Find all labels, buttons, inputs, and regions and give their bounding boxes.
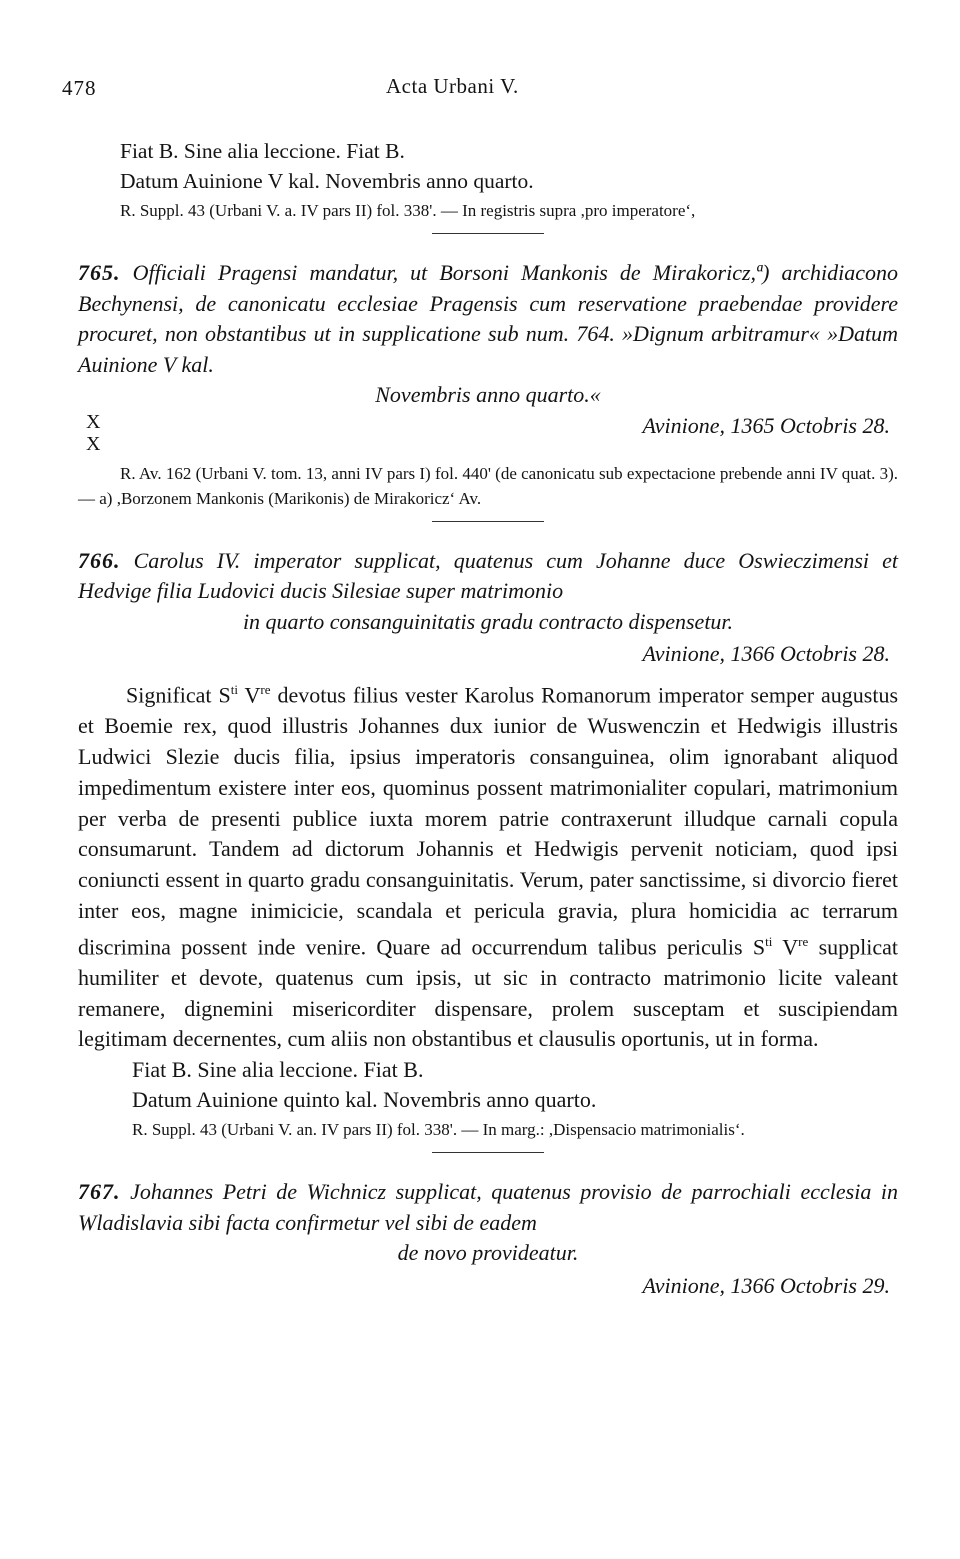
entry-765-summary	[78, 258, 898, 380]
sup-vre-2: re	[798, 933, 809, 949]
entry-766-fiat: Fiat B. Sine alia leccione. Fiat B.	[132, 1057, 424, 1083]
entry-766-footnote: R. Suppl. 43 (Urbani V. an. IV pars II) fol. 338'. — In marg.: ,Dispensacio matrimonialis‘.	[132, 1120, 745, 1140]
entry-765-footnote: R. Av. 162 (Urbani V. tom. 13, anni IV pars I) fol. 440' (de canonicatu sub expectacione prebende anni IV quat. 3). — a) ,Borzonem Mankonis (Marikonis) de Mirakoricz‘ Av.	[78, 463, 898, 508]
entry-767-summary-end: de novo provideatur.	[397, 1240, 579, 1266]
entry-767	[78, 1177, 898, 1299]
entry-765	[78, 258, 898, 522]
entry-766-number: 766.	[78, 547, 121, 573]
separator-rule	[432, 233, 544, 234]
entry-767-summary-text: Johannes Petri de Wichnicz supplicat, quatenus provisio de parrochiali ecclesia in Wladislavia sibi facta confirmetur vel sibi de eadem	[78, 1179, 898, 1235]
entry-767-summary	[78, 1177, 898, 1238]
body-part-1: devotus filius vester Karolus Romanorum imperator semper augustus et Boemie rex, quod illustris Johannes dux iunior de Wuswenczin et Hedwigis illustris Ludwici Slezie ducis filia, ipsius imperatoris consanguinea, olim ignorabant aliquod impedimentum existere inter eos, quominus possent matrimonialiter copulari, matrimonium per verba de presenti publice iuxta morem patrie contraxerunt illudque carnali copula consumarunt. Tandem ad dictorum Johannis et Hedwigis pervenit noticiam, quod ipsi coniuncti essent in quarto gradu consanguinitatis. Verum, pater sanctissime, si divorcio fieret inter eos, magne inimicicie, scandala et pericula gravia, plura homicidia ac terrarum discrimina possent inde venire. Quare ad occurrendum talibus periculis S	[78, 682, 899, 960]
separator-rule	[432, 521, 544, 522]
x-mark-2: X	[86, 432, 101, 455]
entry-766-datum: Datum Auinione quinto kal. Novembris anno quarto.	[132, 1087, 597, 1113]
entry-766-date: Avinione, 1366 Octobris 28.	[642, 641, 890, 666]
entry-766-summary	[78, 546, 898, 607]
entry-767-number: 767.	[78, 1179, 121, 1205]
entry-766-body	[78, 675, 898, 1055]
running-head	[62, 74, 898, 110]
entry-766-summary-text: Carolus IV. imperator supplicat, quatenus cum Johanne duce Oswieczimensi et Hedvige filia Ludovici ducis Silesiae super matrimonio	[78, 547, 898, 603]
entry-765-date-row	[78, 411, 898, 461]
x-mark-1: X	[86, 410, 101, 433]
page-number: 478	[62, 76, 97, 100]
entry-766-summary-end: in quarto consanguinitatis gradu contracto dispensetur.	[242, 608, 734, 634]
sup-sti-2: ti	[765, 933, 773, 949]
body-v-1: V	[237, 682, 261, 708]
entry-765-summary-text: Officiali Pragensi mandatur, ut Borsoni Mankonis de Mirakoricz,ª) archidiacono Bechynensi, de canonicatu ecclesiae Pragensis cum reservatione praebendae providere procuret, non obstantibus ut in supplicatione sub num. 764. »Dignum arbitramur« »Datum Auinione V kal.	[78, 260, 898, 377]
footnote-previous: R. Suppl. 43 (Urbani V. a. IV pars II) fol. 338'. — In registris supra ,pro imperatore‘,	[120, 201, 696, 220]
entry-766	[78, 546, 898, 1154]
entry-767-date: Avinione, 1366 Octobris 29.	[642, 1272, 890, 1298]
fiat-line: Fiat B. Sine alia leccione. Fiat B.	[120, 139, 405, 163]
entry-765-number: 765.	[78, 260, 121, 285]
body-part-2: supplicat humiliter et devote, quatenus cum ipsis, ut sic in contracto matrimonio licite valeant remanere, dignemini misericorditer dispensare, prolem susceptam et suscipiendam legitimam decernentes, cum aliis non obstantibus et clausulis oportunis, ut in forma.	[78, 934, 898, 1052]
separator-rule	[432, 1152, 544, 1153]
entry-765-date: Avinione, 1365 Octobris 28.	[642, 412, 890, 438]
datum-line: Datum Auinione V kal. Novembris anno quarto.	[120, 169, 534, 193]
sup-sti-1: ti	[230, 682, 238, 697]
x-marks	[86, 411, 100, 455]
running-title: Acta Urbani V.	[386, 74, 519, 98]
entry-765-summary-end: Novembris anno quarto.«	[375, 382, 601, 407]
sup-vre-1: re	[260, 682, 271, 697]
previous-entry-tail	[78, 136, 898, 234]
body-start: Significat S	[126, 682, 231, 708]
body-v-2: V	[772, 934, 799, 960]
